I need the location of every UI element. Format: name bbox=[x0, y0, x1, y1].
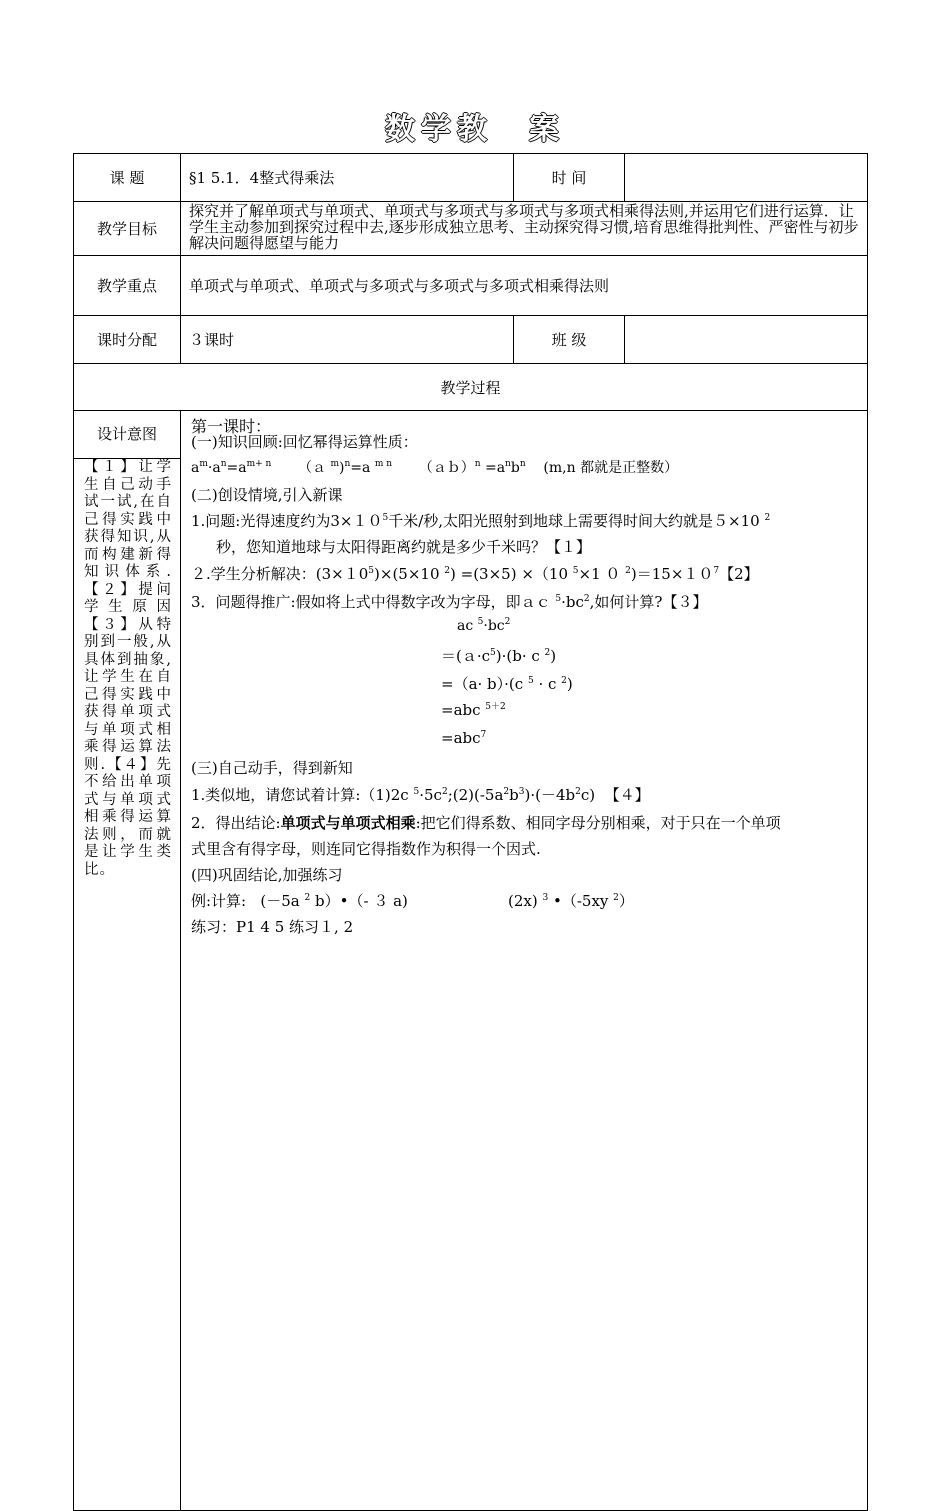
section-4: (四)巩固结论,加强练习 bbox=[191, 866, 343, 884]
topic-label: 课 题 bbox=[74, 154, 181, 202]
section-1: (一)知识回顾:回忆幂得运算性质： bbox=[191, 433, 418, 451]
goal-value: 探究并了解单项式与单项式、单项式与多项式与多项式与多项式相乘得法则,并运用它们进行运算．让学生主动参加到探究过程中去,逐步形成独立思考、主动探究得习惯,培育思维得批判性、严密性与初步解决问题得愿望与能力 bbox=[181, 202, 868, 256]
question-1: 1.问题:光得速度约为$3\times 10^5$千米/秒,太阳光照射到地球上需要得时间大约就是５×10 $^2$ bbox=[191, 512, 771, 530]
design-notes: 【１】让学生自己动手试一试,在自己得实践中获得知识,从而构建新得知识体系.【２】提问学生原因【３】从特别到一般,从具体到抽象,让学生在自己得实践中获得单项式与单项式相乘得运算法则.【４】先不给出单项式与单项式相乘得运算法则，而就是让学生类比。 bbox=[84, 459, 172, 878]
design-column bbox=[74, 411, 181, 1511]
derivation-4: =abc $^{5+2}$ bbox=[441, 701, 506, 719]
practice-1: 1.类似地，请您试着计算:（1)2c $^5\cdot 5c^2;(2)(-5a^2b^3)\cdot(-4b^2c)$ 【４】 bbox=[191, 786, 650, 804]
question-2: ２.学生分析解决：$(3\times 10^5)\times(5\times 10$ $^2$) =(3×5) ×（10 $^5$×1 ０ $^2)=15\times 10^7$【2】 bbox=[191, 565, 759, 583]
derivation-3: =（a· b）·(c $^5$ · c $^2$) bbox=[441, 675, 573, 693]
derivation-2: $=(a\cdot c^5)\cdot(b\cdot c$ $^2$) bbox=[441, 647, 557, 665]
power-rules: $a^m\cdot a^n=a^{m+ n}$ （ａ $^m$)$^n$=a $^{m n}$ （ａｂ）$^n$ $=a^nb^n$ (m,n 都就是正整数） bbox=[191, 459, 679, 476]
derivation-5: =abc$^7$ bbox=[441, 729, 487, 747]
section-2: (二)创设情境,引入新课 bbox=[191, 486, 343, 504]
derivation-1: ac $^5\cdot bc^2$ bbox=[457, 617, 511, 634]
lesson-heading: 第一课时： bbox=[191, 417, 272, 436]
class-label: 班 级 bbox=[514, 316, 625, 364]
lesson-plan-table bbox=[73, 153, 868, 1511]
process-heading: 教学过程 bbox=[74, 364, 868, 411]
topic-value: §1 5.1．4整式得乘法 bbox=[181, 154, 514, 202]
question-1-cont: 秒，您知道地球与太阳得距离约就是多少千米吗？【１】 bbox=[216, 538, 592, 556]
practice-exercise: 练习：P1 4 5 练习１, 2 bbox=[191, 918, 354, 936]
conclusion: 2．得出结论:单项式与单项式相乘:把它们得系数、相同字母分别相乘，对于只在一个单项 bbox=[191, 814, 781, 832]
document-title: 数学教 案 bbox=[385, 112, 565, 147]
design-label: 设计意图 bbox=[74, 411, 180, 459]
class-value bbox=[625, 316, 868, 364]
key-point-value: 单项式与单项式、单项式与多项式与多项式与多项式相乘得法则 bbox=[181, 256, 868, 316]
conclusion-cont: 式里含有得字母，则连同它得指数作为积得一个因式. bbox=[191, 840, 541, 858]
question-3: 3．问题得推广:假如将上式中得数字改为字母，即ａｃ $^5\cdot bc^2$,如何计算?【３】 bbox=[191, 593, 708, 611]
goal-label: 教学目标 bbox=[74, 202, 181, 256]
time-value bbox=[625, 154, 868, 202]
example: 例:计算: (－5a $^2$ b）•（- ３ a) (2x) $^3$ •（-5xy $^2$） bbox=[191, 892, 634, 910]
hours-label: 课时分配 bbox=[74, 316, 181, 364]
process-content bbox=[181, 411, 868, 1511]
key-point-label: 教学重点 bbox=[74, 256, 181, 316]
time-label: 时 间 bbox=[514, 154, 625, 202]
section-3: (三)自己动手，得到新知 bbox=[191, 759, 353, 777]
hours-value: ３课时 bbox=[181, 316, 514, 364]
